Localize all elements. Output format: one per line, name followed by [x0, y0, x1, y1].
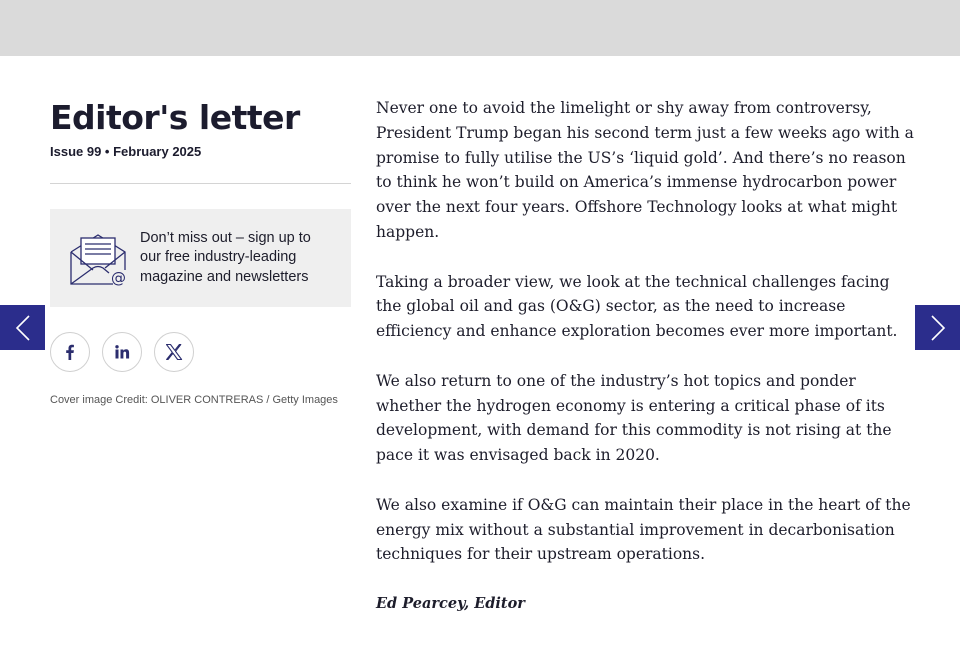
article-paragraph: We also return to one of the industry’s hot topics and ponder whether the hydrogen economy is entering a critical phase of its development, with demand for this commodity is not rising at the pace it was envisaged back in 2020.: [376, 371, 892, 465]
facebook-icon: [62, 344, 78, 360]
newsletter-signup-box[interactable]: [50, 209, 351, 307]
top-bar: [0, 0, 960, 56]
article-paragraph: We also examine if O&G can maintain their place in the heart of the energy mix without a substantial improvement in decarbonisation techniques for their upstream operations.: [376, 495, 911, 564]
facebook-share-button[interactable]: [50, 332, 90, 372]
issue-info: Issue 99 • February 2025: [50, 144, 202, 159]
chevron-right-icon: [930, 314, 946, 342]
divider: [50, 183, 351, 184]
chevron-left-icon: [15, 314, 31, 342]
x-share-button[interactable]: [154, 332, 194, 372]
cover-image-credit: Cover image Credit: OLIVER CONTRERAS / Getty Images: [50, 394, 338, 406]
left-column: [50, 96, 351, 406]
linkedin-share-button[interactable]: [102, 332, 142, 372]
x-twitter-icon: [165, 343, 183, 361]
previous-page-button[interactable]: [0, 305, 45, 350]
envelope-newsletter-icon: [69, 230, 127, 286]
next-page-button[interactable]: [915, 305, 960, 350]
editor-letter-body: [376, 96, 916, 642]
linkedin-icon: [114, 344, 130, 360]
svg-text:@: @: [111, 269, 126, 286]
article-paragraph: Never one to avoid the limelight or shy away from controversy, President Trump began his second term just a few weeks ago with a promise to fully utilise the US’s ‘liquid gold’. And there’s no reason to think he won’t build on America’s immense hydrocarbon power over the next four years. Offshore Technology looks at what might happen.: [376, 99, 914, 241]
editor-signature: Ed Pearcey, Editor: [376, 594, 525, 612]
newsletter-signup-text[interactable]: Don’t miss out – sign up to our free industry-leading magazine and newsletters: [140, 229, 311, 285]
article-paragraph: Taking a broader view, we look at the technical challenges facing the global oil and gas (O&G) sector, as the need to increase efficiency and enhance exploration becomes ever more important.: [376, 272, 898, 341]
social-share-bar: [50, 332, 351, 372]
page-title: Editor's letter: [50, 98, 300, 137]
